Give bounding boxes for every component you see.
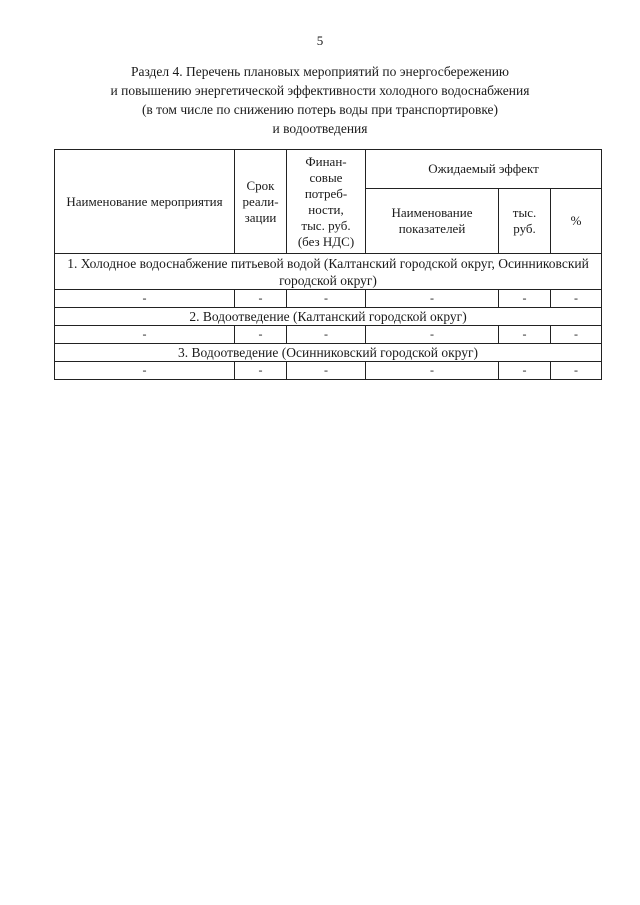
- heading-line: и повышению энергетической эффективности холодного водоснабжения: [110, 83, 530, 98]
- heading-line: Раздел 4. Перечень плановых мероприятий по энергосбережению: [130, 64, 510, 79]
- table-cell: -: [55, 326, 235, 344]
- table-cell: -: [235, 326, 287, 344]
- measures-table: [54, 149, 602, 380]
- header-thousand-rub: тыс. руб.: [499, 189, 551, 254]
- table-cell: -: [499, 362, 551, 380]
- table-cell: -: [235, 290, 287, 308]
- heading-line: и водоотведения: [272, 121, 368, 136]
- page-number: 5: [316, 33, 324, 48]
- header-indicator-name: Наименование показателей: [366, 189, 499, 254]
- table-cell: -: [499, 290, 551, 308]
- table-cell: -: [551, 362, 602, 380]
- section-heading: [60, 62, 580, 138]
- table-cell: -: [551, 290, 602, 308]
- header-term: Срок реали- зации: [235, 150, 287, 254]
- table-row: [55, 326, 602, 344]
- section-title: 2. Водоотведение (Калтанский городской округ): [55, 308, 602, 326]
- table-cell: -: [55, 290, 235, 308]
- table-cell: -: [287, 326, 366, 344]
- table-cell: -: [499, 326, 551, 344]
- section-title: 1. Холодное водоснабжение питьевой водой (Калтанский городской округ, Осинниковский городской округ): [55, 254, 602, 290]
- table-row: [55, 290, 602, 308]
- header-finance: Финан- совые потреб- ности, тыс. руб. (без НДС): [287, 150, 366, 254]
- section-row: [55, 308, 602, 326]
- table-row: [55, 362, 602, 380]
- table-cell: -: [287, 290, 366, 308]
- table-cell: -: [235, 362, 287, 380]
- section-row: [55, 344, 602, 362]
- table-cell: -: [551, 326, 602, 344]
- table-cell: -: [366, 362, 499, 380]
- section-row: [55, 254, 602, 290]
- table-cell: -: [366, 326, 499, 344]
- header-expected-effect: Ожидаемый эффект: [366, 150, 602, 189]
- header-measure-name: Наименование мероприятия: [55, 150, 235, 254]
- table-cell: -: [55, 362, 235, 380]
- table-cell: -: [366, 290, 499, 308]
- header-percent: %: [551, 189, 602, 254]
- table-cell: -: [287, 362, 366, 380]
- heading-line: (в том числе по снижению потерь воды при транспортировке): [141, 102, 499, 117]
- section-title: 3. Водоотведение (Осинниковский городской округ): [55, 344, 602, 362]
